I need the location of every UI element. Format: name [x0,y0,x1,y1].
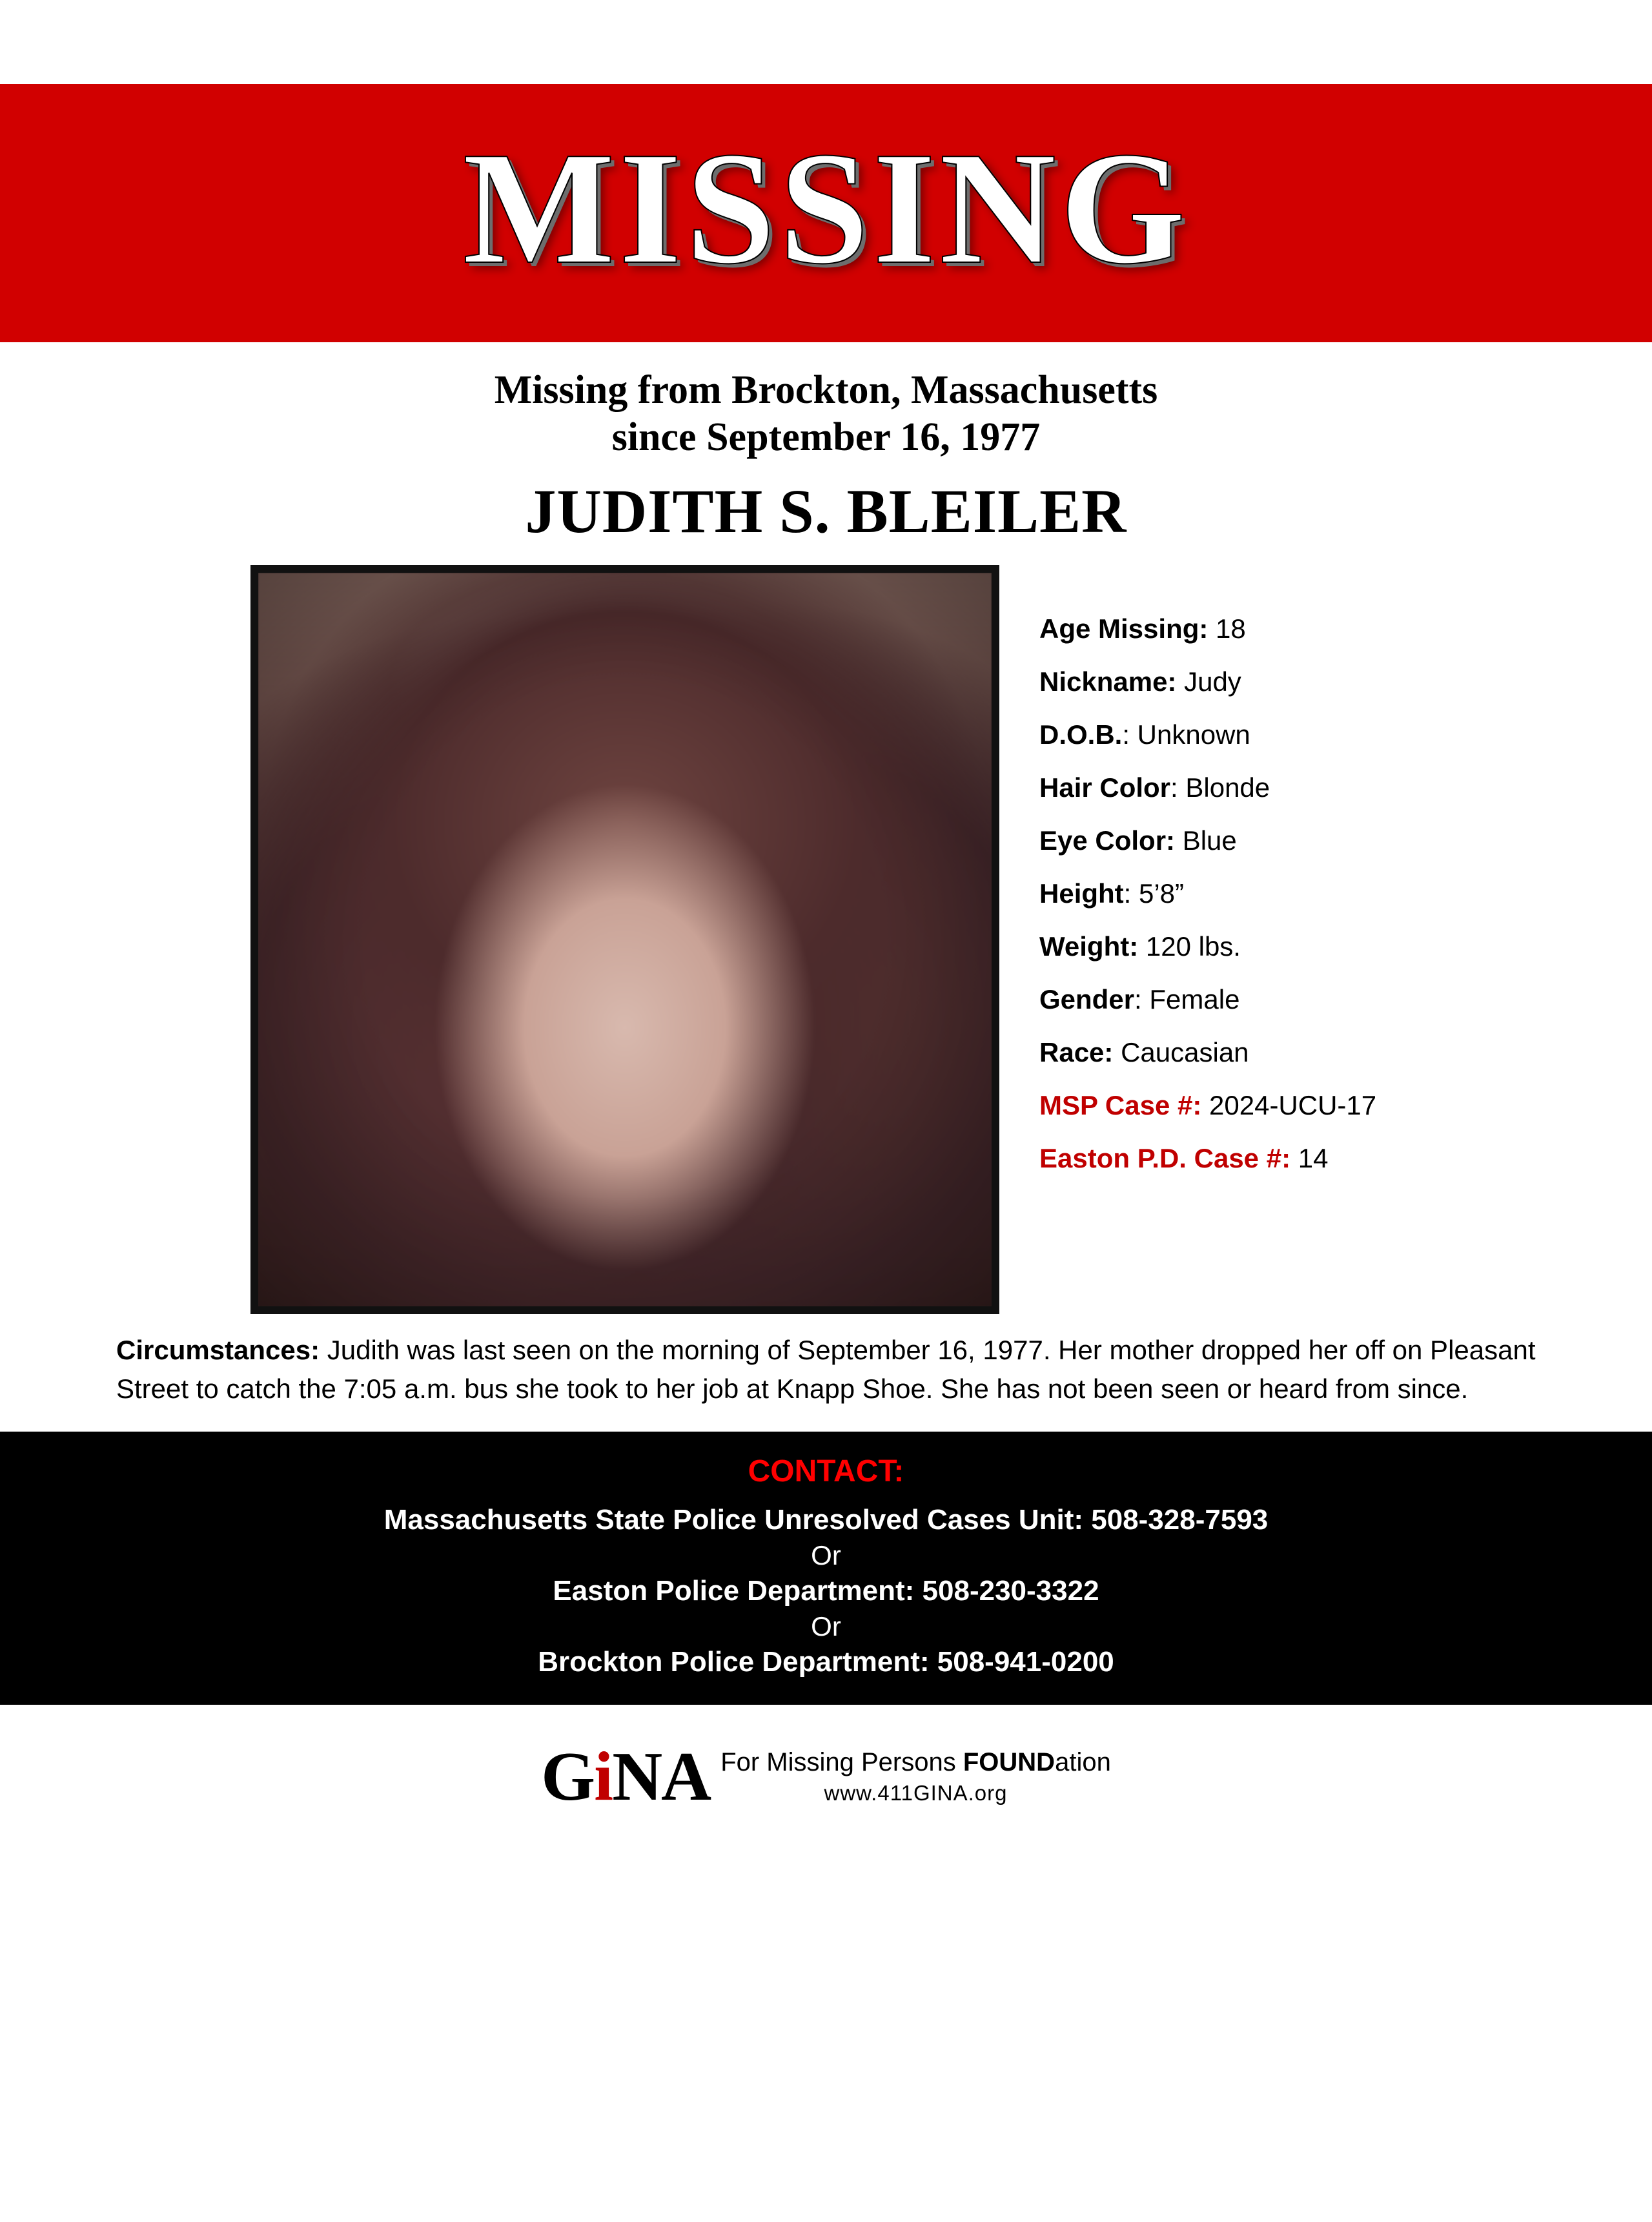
logo-text-block [720,1749,1111,1805]
detail-value: 14 [1290,1143,1329,1174]
detail-label: Eye Color: [1039,825,1176,856]
photo-vignette [258,573,992,1306]
detail-label: D.O.B. [1039,719,1123,750]
detail-label: Weight: [1039,931,1139,962]
logo-tagline [720,1749,1111,1776]
detail-value: : 5’8” [1123,878,1185,909]
detail-nickname [1039,668,1376,695]
logo-letters-na: NA [612,1738,711,1815]
contact-msp-line: Massachusetts State Police Unresolved Cases Unit: 508-328-7593 [383,1503,1269,1536]
gina-wordmark [541,1738,711,1815]
detail-race [1039,1039,1376,1066]
contact-section [0,1432,1652,1705]
contact-or-2: Or [811,1610,841,1641]
detail-gender [1039,986,1376,1013]
detail-value: 18 [1208,613,1246,644]
detail-label: Nickname: [1039,666,1177,697]
circumstances-label: Circumstances: [116,1335,320,1366]
circumstances-section [116,1331,1536,1408]
detail-height [1039,880,1376,907]
detail-label: MSP Case #: [1039,1090,1202,1121]
details-list [1039,565,1376,1198]
detail-value: : Blonde [1170,772,1270,803]
footer-logo [0,1738,1652,1815]
detail-easton-pd-case-number [1039,1145,1376,1172]
detail-label: Hair Color [1039,772,1171,803]
detail-value: : Unknown [1122,719,1250,750]
detail-weight [1039,933,1376,960]
detail-value: Blue [1175,825,1237,856]
detail-label: Race: [1039,1037,1114,1068]
detail-value: Caucasian [1113,1037,1249,1068]
banner-title: MISSING [462,119,1190,298]
detail-value: 120 lbs. [1138,931,1241,962]
contact-title: CONTACT: [748,1454,904,1488]
missing-since-line2: since September 16, 1977 [611,415,1041,460]
tagline-found: FOUND [963,1748,1055,1776]
tagline-post: ation [1055,1748,1111,1776]
detail-eye-color [1039,827,1376,854]
page-title: JUDITH S. BLEILER [525,477,1127,546]
detail-hair-color [1039,774,1376,801]
logo-letter-i: i [594,1738,613,1815]
detail-label: Age Missing: [1039,613,1208,644]
missing-banner [0,84,1652,342]
avatar [250,565,999,1314]
tagline-pre: For Missing Persons [720,1748,963,1776]
missing-person-poster [0,84,1652,2222]
logo-letter-g: G [541,1738,595,1815]
profile-section [0,565,1652,1314]
missing-from-line1: Missing from Brockton, Massachusetts [494,368,1158,412]
circumstances-text: Judith was last seen on the morning of September 16, 1977. Her mother dropped her off on Pleasant Street to catch the 7:05 a.m. bus she took to her job at Knapp Shoe. She has not been seen or heard from since. [116,1335,1536,1404]
detail-dob [1039,721,1376,748]
detail-value: 2024-UCU-17 [1201,1090,1377,1121]
contact-easton-line: Easton Police Department: 508-230-3322 [553,1574,1099,1607]
detail-age-missing [1039,615,1376,643]
detail-label: Easton P.D. Case #: [1039,1143,1291,1174]
detail-value: : Female [1134,984,1240,1015]
detail-msp-case-number [1039,1092,1376,1119]
logo-url[interactable]: www.411GINA.org [824,1781,1008,1805]
detail-value: Judy [1176,666,1241,697]
detail-label: Height [1039,878,1124,909]
contact-or-1: Or [811,1539,841,1570]
contact-brockton-line: Brockton Police Department: 508-941-0200 [538,1645,1114,1678]
missing-from-heading [0,367,1652,461]
detail-label: Gender [1039,984,1135,1015]
